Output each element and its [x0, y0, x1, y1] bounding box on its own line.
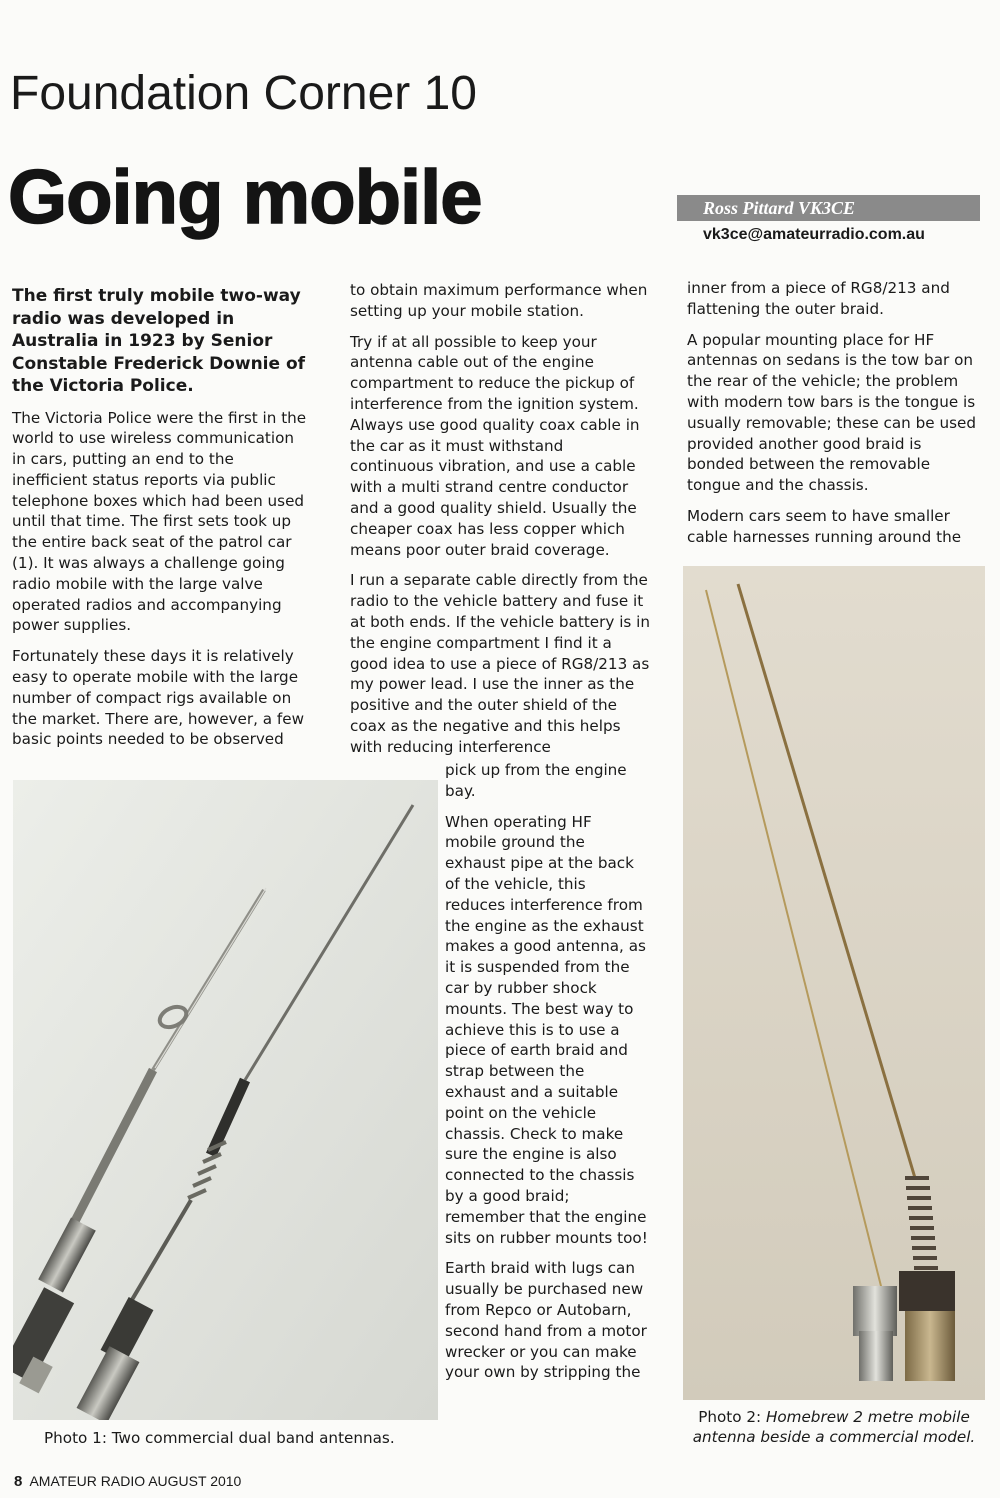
- article-lead: The first truly mobile two-way radio was developed in Australia in 1923 by Senior Constable Frederick Downie of the Victoria Police.: [12, 286, 306, 396]
- paragraph: inner from a piece of RG8/213 and flattening the outer braid.: [687, 279, 950, 318]
- publication-name: AMATEUR RADIO AUGUST 2010: [29, 1473, 242, 1489]
- photo-2: [683, 566, 985, 1400]
- column-2: [350, 280, 650, 758]
- photo-2-caption-label: Photo 2:: [698, 1408, 766, 1426]
- author-email: vk3ce@amateurradio.com.au: [703, 226, 925, 243]
- photo-1-caption: Photo 1: Two commercial dual band antennas.: [44, 1429, 395, 1447]
- paragraph: Earth braid with lugs can usually be purchased new from Repco or Autobarn, second hand from a motor wrecker or you can make your own by stripping the: [445, 1259, 647, 1382]
- column-3: [687, 278, 980, 558]
- column-1: [12, 285, 312, 760]
- paragraph: When operating HF mobile ground the exhaust pipe at the back of the vehicle, this reduces interference from the engine as the exhaust makes a good antenna, as it is suspended from the car by rubber shock mounts. The best way to achieve this is to use a piece of earth braid and strap between the exhaust and a suitable point on the vehicle chassis. Check to make sure the engine is also connected to the chassis by a good braid; remember that the engine sits on rubber mounts too!: [445, 812, 648, 1247]
- paragraph: to obtain maximum performance when setting up your mobile station.: [350, 281, 648, 320]
- section-kicker: Foundation Corner 10: [10, 67, 477, 120]
- author-byline: Ross Pittard VK3CE: [677, 195, 980, 221]
- photo-2-caption: [683, 1407, 985, 1447]
- column-2-narrow: [445, 760, 648, 1393]
- paragraph: Fortunately these days it is relatively easy to operate mobile with the large number of compact rigs available on the market. There are, however, a few basic points needed to be observed: [12, 647, 305, 749]
- article-title: Going mobile: [8, 155, 482, 240]
- page-footer: [14, 1473, 241, 1490]
- paragraph: A popular mounting place for HF antennas on sedans is the tow bar on the rear of the vehicle; the problem with modern tow bars is the tongue is usually removable; these can be used provided another good braid is bonded between the removable tongue and the chassis.: [687, 330, 976, 495]
- photo-1: [13, 780, 438, 1420]
- page-number: 8: [14, 1473, 23, 1490]
- paragraph: The Victoria Police were the first in the world to use wireless communication in cars, putting an end to the inefficient status reports via public telephone boxes which had been used until that time. The first sets took up the entire back seat of the patrol car (1). It was always a challenge going radio mobile with the large valve operated radios and accompanying power supplies.: [12, 408, 307, 635]
- dual-band-antennas-illustration: [13, 780, 438, 1420]
- paragraph: Modern cars seem to have smaller cable harnesses running around the: [687, 506, 962, 546]
- photo-2-caption-text: Homebrew 2 metre mobile antenna beside a commercial model.: [692, 1408, 976, 1446]
- paragraph: pick up from the engine bay.: [445, 761, 627, 800]
- paragraph: Try if at all possible to keep your antenna cable out of the engine compartment to reduce the pickup of interference from the ignition system. Always use good quality coax cable in the car as it must withstand continuous vibration, and use a cable with a multi strand centre conductor and a good quality shield. Usually the cheaper coax has less copper which means poor outer braid coverage.: [350, 332, 640, 559]
- homebrew-antenna-illustration: [683, 566, 985, 1400]
- paragraph: I run a separate cable directly from the radio to the vehicle battery and fuse it at both ends. If the vehicle battery is in the engine compartment I find it a good idea to use a piece of RG8/213 as my power lead. I use the inner as the positive and the outer shield of the coax as the negative and this helps with reducing interference: [350, 571, 650, 756]
